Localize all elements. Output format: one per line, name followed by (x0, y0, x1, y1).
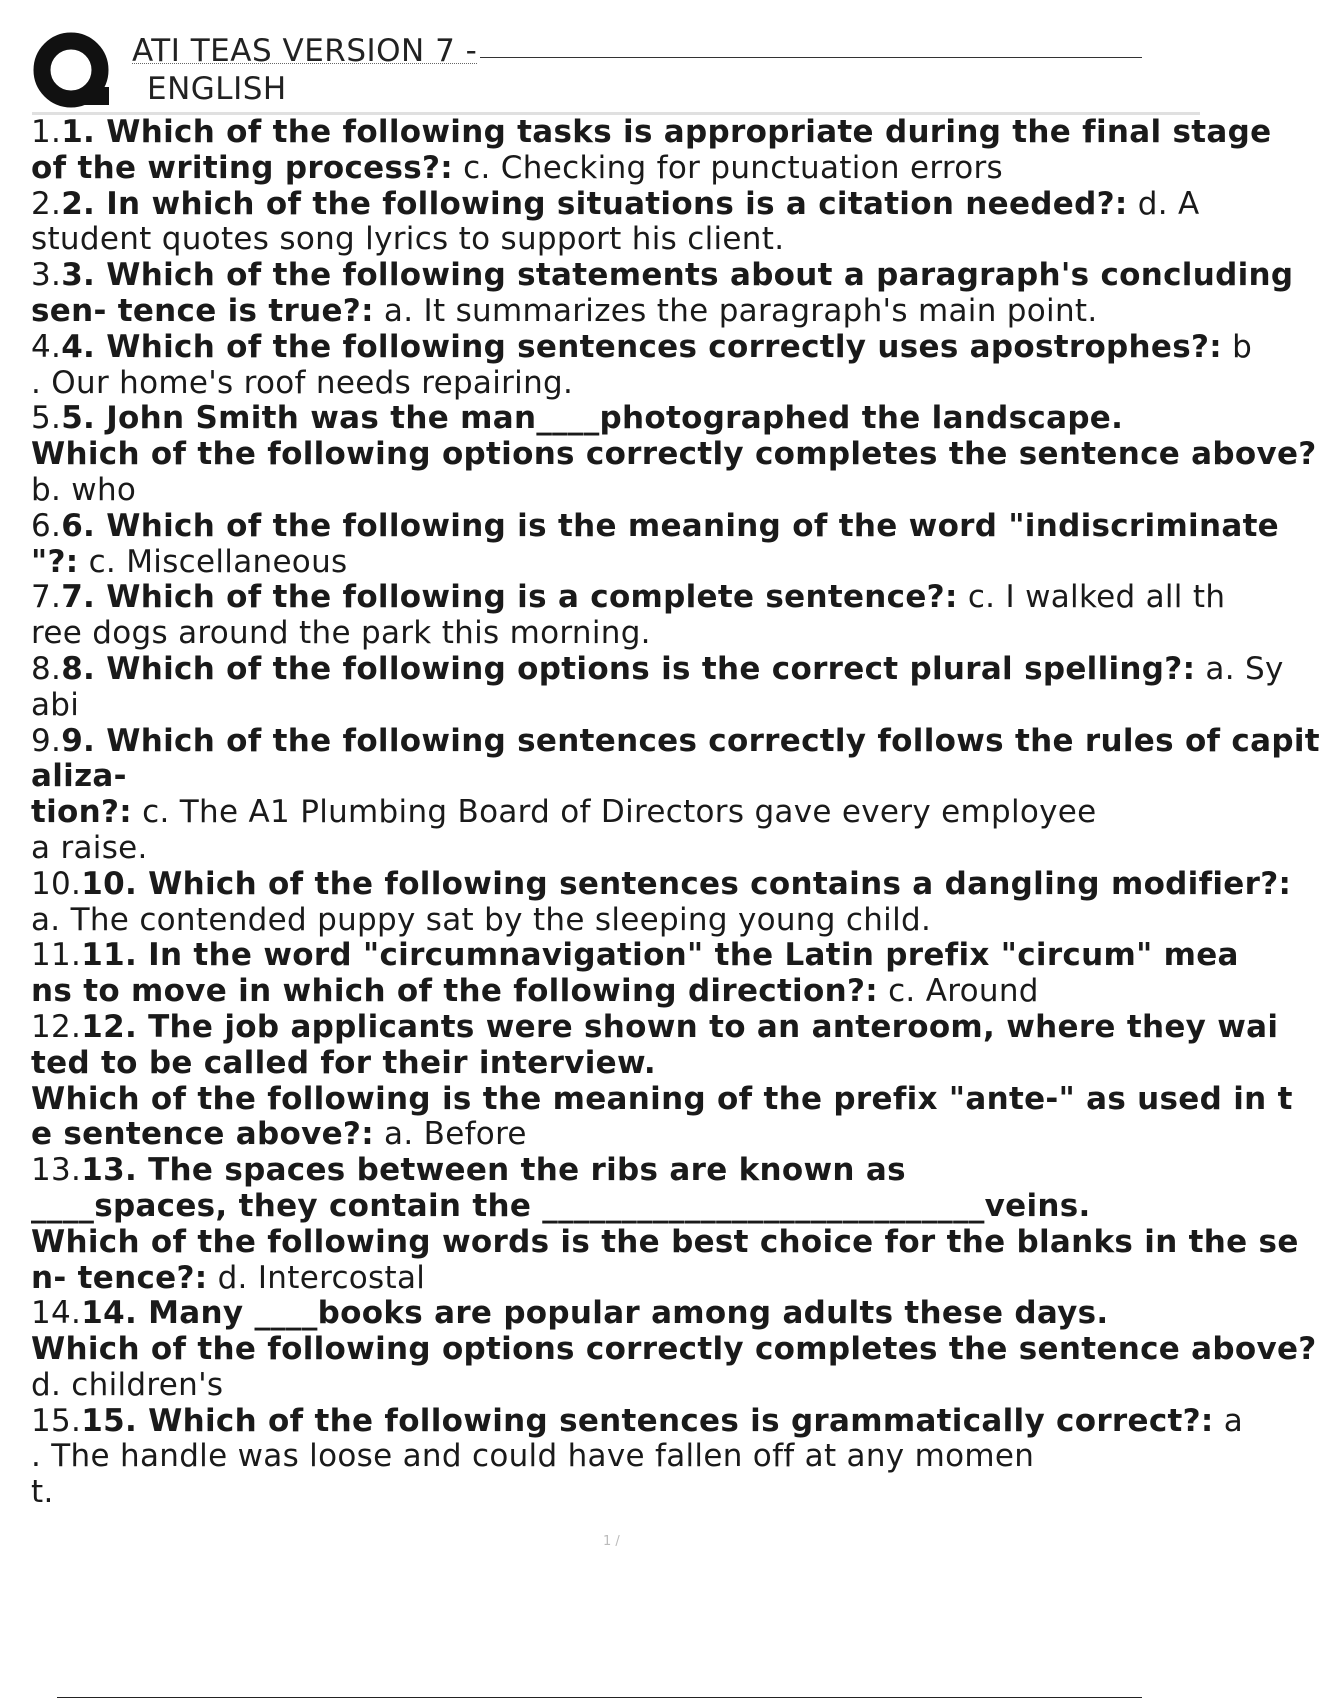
answer-text: abi (31, 686, 80, 723)
text-line (31, 1046, 1200, 1082)
text-line (31, 114, 1272, 151)
text-line (31, 865, 1292, 903)
text-line (31, 1080, 1293, 1118)
question-text: n- tence?: (31, 1259, 208, 1296)
item-number: 11. (31, 937, 82, 974)
text-line (31, 1189, 1200, 1225)
text-line (31, 187, 1200, 223)
text-line (31, 1368, 1200, 1404)
question-text: "?: (31, 543, 79, 580)
text-line (31, 1261, 1200, 1297)
item-number: 10. (31, 865, 82, 902)
text-line (31, 294, 1200, 330)
item-number: 12. (31, 1008, 82, 1045)
item-number: 6. (31, 507, 62, 544)
text-line (31, 688, 1200, 724)
answer-text: a (1213, 1402, 1244, 1439)
text-line (31, 1153, 1200, 1189)
text-line (31, 222, 1200, 258)
question-text: 4. Which of the following sentences correctly uses apostrophes?: (61, 328, 1222, 365)
page-number: 1 / (603, 1534, 620, 1549)
question-text: 14. Many ____books are popular among adults these days. (81, 1295, 1109, 1332)
question-text: 11. In the word "circumnavigation" the Latin prefix "circum" mea (81, 937, 1239, 974)
text-line (31, 473, 1200, 509)
item-number: 2. (31, 185, 62, 222)
item-number: 8. (31, 650, 62, 687)
question-text: 9. Which of the following sentences correctly follows the rules of capit (61, 722, 1320, 759)
answer-text: ree dogs around the park this morning. (31, 615, 651, 652)
item-number: 7. (31, 579, 62, 616)
text-line (31, 1117, 1200, 1153)
question-text: 5. John Smith was the man____photographed the landscape. (61, 400, 1124, 437)
text-line (31, 795, 1200, 831)
question-text: Which of the following words is the best choice for the blanks in the se (31, 1223, 1299, 1260)
text-line (31, 1402, 1244, 1440)
answer-text: d. children's (31, 1366, 224, 1403)
answer-text: a raise. (31, 829, 148, 866)
item-number: 9. (31, 722, 62, 759)
question-text: 15. Which of the following sentences is grammatically correct?: (81, 1402, 1214, 1439)
text-line (31, 1296, 1200, 1332)
title-line-1: ATI TEAS VERSION 7 - (132, 33, 478, 69)
footer-rule (57, 1697, 1142, 1698)
item-number: 3. (31, 257, 62, 294)
text-line (31, 257, 1294, 294)
question-text: Which of the following options correctly completes the sentence above? (31, 436, 1317, 473)
document-title (132, 32, 477, 108)
answer-text: a. The contended puppy sat by the sleeping young child. (31, 901, 932, 938)
text-line (31, 759, 1200, 795)
answer-text: a. Sy (1195, 650, 1284, 687)
item-number: 15. (31, 1402, 82, 1439)
text-line (31, 650, 1284, 688)
text-line (31, 616, 1200, 652)
text-line (31, 937, 1239, 974)
item-number: 1. (31, 114, 62, 150)
answer-text: a. Before (373, 1116, 527, 1153)
item-number: 4. (31, 328, 62, 365)
item-number: 14. (31, 1295, 82, 1332)
question-text: e sentence above?: (31, 1116, 374, 1153)
text-line (31, 722, 1320, 760)
text-line (31, 579, 1226, 616)
question-text: 1. Which of the following tasks is appropriate during the final stage (61, 114, 1272, 150)
title-line-2: ENGLISH (147, 71, 287, 107)
question-text: ____spaces, they contain the ____________________________veins. (31, 1187, 1091, 1224)
text-line (31, 151, 1200, 187)
text-line (31, 974, 1200, 1010)
text-line (31, 1223, 1299, 1261)
question-text: 7. Which of the following is a complete sentence?: (61, 579, 958, 616)
question-text: 13. The spaces between the ribs are known as (81, 1152, 906, 1189)
answer-text: d. Intercostal (207, 1259, 426, 1296)
answer-text: b. who (31, 471, 137, 508)
text-line (31, 1008, 1279, 1046)
answer-text: d. A (1127, 185, 1200, 222)
text-line (31, 545, 1200, 581)
answer-text: c. Miscellaneous (78, 543, 348, 580)
question-text: 3. Which of the following statements about a paragraph's concluding (61, 257, 1294, 294)
answer-text: c. The A1 Plumbing Board of Directors gave every employee (132, 794, 1097, 831)
answer-text: c. Around (877, 973, 1039, 1010)
item-number: 13. (31, 1152, 82, 1189)
item-number: 5. (31, 400, 62, 437)
answer-text: c. I walked all th (957, 579, 1226, 616)
answer-text: t. (31, 1474, 54, 1511)
title-dotted-underline (132, 63, 477, 64)
header-rule (480, 57, 1142, 58)
question-text: aliza- (31, 758, 127, 795)
question-text: tion?: (31, 794, 132, 831)
text-line (31, 401, 1200, 437)
question-text: 8. Which of the following options is the correct plural spelling?: (61, 650, 1196, 687)
question-text: 12. The job applicants were shown to an anteroom, where they wai (81, 1008, 1279, 1045)
text-line (31, 903, 1200, 939)
question-text: 2. In which of the following situations is a citation needed?: (61, 185, 1128, 222)
text-line (31, 366, 1200, 402)
question-text: 6. Which of the following is the meaning of the word "indiscriminate (61, 507, 1280, 544)
question-text: ted to be called for their interview. (31, 1044, 656, 1081)
answer-text: student quotes song lyrics to support his client. (31, 221, 785, 258)
answer-text: . The handle was loose and could have fallen off at any momen (31, 1438, 1035, 1475)
q-logo-icon (32, 32, 112, 112)
question-text: Which of the following is the meaning of the prefix "ante-" as used in t (31, 1080, 1293, 1117)
text-line (31, 328, 1253, 366)
question-text: sen- tence is true?: (31, 292, 374, 329)
question-text: Which of the following options correctly completes the sentence above? (31, 1331, 1317, 1368)
answer-text: c. Checking for punctuation errors (453, 149, 1003, 186)
text-line (31, 1331, 1317, 1368)
text-line (31, 507, 1280, 545)
text-line (31, 1475, 1200, 1511)
text-line (31, 436, 1317, 473)
question-text: 10. Which of the following sentences contains a dangling modifier?: (81, 865, 1292, 902)
text-line (31, 831, 1200, 867)
answer-text: a. It summarizes the paragraph's main point. (373, 292, 1098, 329)
question-text: of the writing process?: (31, 149, 453, 186)
question-text: ns to move in which of the following direction?: (31, 973, 878, 1010)
text-line (31, 1439, 1200, 1475)
answer-text: . Our home's roof needs repairing. (31, 364, 574, 401)
question-list (31, 114, 1320, 1535)
answer-text: b (1221, 328, 1253, 365)
